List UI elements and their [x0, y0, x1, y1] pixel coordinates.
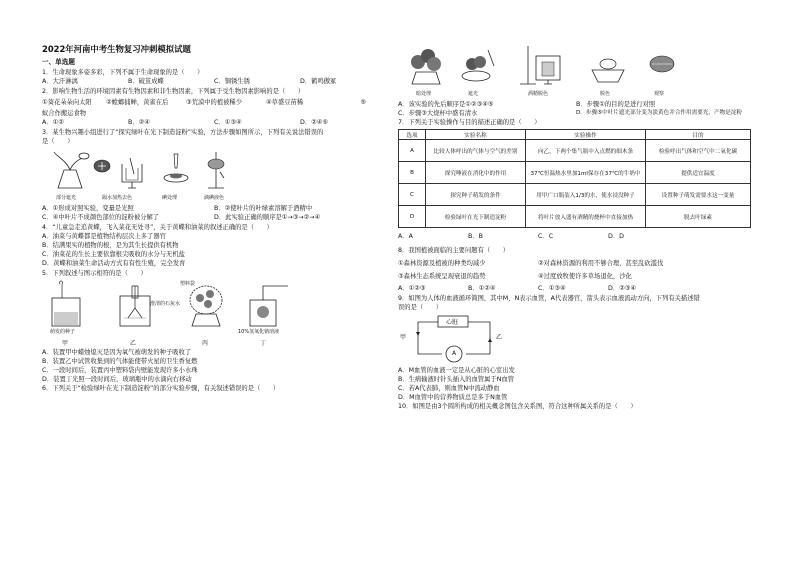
- option: A．A: [398, 233, 413, 240]
- table-row: [399, 206, 751, 228]
- item: ①葵花朵朵向太阳: [42, 99, 92, 106]
- q8-items-row1: [398, 259, 763, 268]
- table-cell: 37℃恒温热水里加1ml保存在37℃的牛奶中: [526, 162, 646, 184]
- option: B．①②④: [468, 285, 496, 292]
- table-cell: 脱去叶绿素: [646, 206, 751, 228]
- option: C．若A代表肺，则血管N中流动静血: [398, 385, 500, 392]
- right-column: [398, 40, 763, 411]
- table-cell: 向乙，下两个集气瓶中入点燃的细木条: [526, 140, 646, 162]
- option: B．②④: [128, 119, 150, 126]
- table-header: 目的: [646, 130, 751, 140]
- figure-caption: 滴碘液色: [204, 195, 225, 201]
- item: ③荒漠中的植被稀少: [186, 99, 243, 106]
- table-header-row: [399, 130, 751, 140]
- q8-stem: 8．我国植被面临的主要问题有（ ）: [398, 247, 510, 254]
- organ-label: A: [452, 350, 457, 357]
- q9-stem-line2: 误的是（ ）: [398, 304, 443, 311]
- q2-stem: 2．影响生物生活的环境因素有生物因素和非生物因素，下列属于受生物因素影响的是（ ）: [42, 88, 305, 95]
- page-title: 2022年河南中考生物复习冲刺模拟试题: [42, 44, 191, 54]
- option: A．M血管的血液一定是从心脏的心室出发: [398, 367, 515, 374]
- q7-stem: 7．下列关于实验操作与目的描述正确的是（ ）: [398, 119, 541, 126]
- q10-stem: 10．如图是由3个圆所构成的相关概念图包含关系图，符合这种所属关系的是（ ）: [398, 403, 637, 410]
- q8-options: [398, 284, 763, 293]
- q9-figure: [398, 312, 763, 366]
- option: D．黄蝶和油菜生命活动方式有有性生殖，完全发育: [42, 260, 186, 267]
- option: A．①②: [42, 119, 64, 126]
- table-cell: 比较人体呼出的气体与空气的差别: [426, 140, 526, 162]
- q8-items-row2: [398, 272, 763, 281]
- table-cell: 探究唾液在消化中的作用: [426, 162, 526, 184]
- item: ⑤: [360, 99, 366, 106]
- q1-stem: 1．生命现象多姿多彩，下列不属于生命现象的是（ ）: [42, 69, 204, 76]
- vessel-label-yi: 乙: [496, 334, 503, 341]
- item: ②对森林资源的利用不够合理，甚至乱砍滥伐: [538, 260, 664, 267]
- q1-options: [42, 77, 387, 86]
- table-cell: C: [399, 184, 426, 206]
- option: A．大汗淋漓: [42, 78, 78, 85]
- q9-stem-line1: 9．如图为人体的血液循环简图，其中M、N表示血管，A代表器官，箭头表示血液流动方向，下列有关描述错: [398, 295, 700, 302]
- q6-figure: [398, 40, 763, 100]
- option: D．鹤鸣傲冢: [300, 78, 337, 85]
- option: C．①③④: [538, 285, 566, 292]
- q4-stem: 4．“儿童急走追黄蝶，飞入菜花无处寻”，关于黄蝶和油菜的叙述正确的是（ ）: [42, 224, 273, 231]
- heart-label: 心脏: [446, 319, 459, 326]
- option: A．装置甲中蜡烛熄灭是因为氧气被萌发的种子吸收了: [42, 349, 192, 356]
- figure-caption: 碘处理: [162, 195, 178, 201]
- option: C．④中叶片不成颜色部位的淀粉被分解了: [42, 214, 160, 221]
- q2-item-tail: 蚁合作搬运食物: [42, 110, 87, 117]
- q7-options: [398, 232, 763, 241]
- q6-options-row1: [398, 100, 763, 109]
- option: A．油菜与黄蝶都是植物结构层次上多了器官: [42, 233, 166, 240]
- option: D．D: [608, 233, 624, 240]
- figure-caption: 部分遮光: [56, 195, 77, 201]
- q3-options-row2: [42, 213, 387, 222]
- q3-diagram: [46, 148, 246, 196]
- left-column: [42, 44, 387, 393]
- option: B．破茧成蝶: [128, 78, 164, 85]
- table-cell: 用甲广口瓶装入1/3的水，使水浸没种子: [526, 184, 646, 206]
- option: D．装置丁光照一段时间后，玻璃瓶中的水滴向右移动: [42, 376, 192, 383]
- section-heading: 一、单选题: [42, 58, 75, 66]
- option: C．铜锈生锈: [214, 78, 250, 85]
- table-cell: 检验呼出气体和空气中二氧化碳: [646, 140, 751, 162]
- q3-stem-line1: 3．某生物兴趣小组进行了“探究绿叶在光下制造淀粉”实验，方法步骤如图所示，下列有关说法错误的: [42, 129, 324, 136]
- table-cell: 设置种子萌发需要水这一变量: [646, 184, 751, 206]
- option: B．步骤①的目的是进行对照: [576, 101, 656, 108]
- q3-stem-line2: 是（ ）: [42, 138, 74, 145]
- q5-figure: [42, 278, 387, 348]
- table-row: [399, 162, 751, 184]
- figure-label: 甲: [62, 340, 69, 347]
- table-cell: D: [399, 206, 426, 228]
- table-row: [399, 140, 751, 162]
- figure-label: 10%氢氧化钠溶液: [238, 329, 280, 335]
- figure-caption: 暗处理: [416, 91, 432, 97]
- q7-table: [398, 129, 751, 228]
- q6-options-row2: [398, 109, 763, 118]
- option: C．①③④: [214, 119, 242, 126]
- table-header: 实验名称: [426, 130, 526, 140]
- figure-label: 丁: [260, 340, 267, 347]
- figure-caption: 脱色: [600, 91, 611, 97]
- option: D．M血管中的营养物质总是多于N血管: [398, 394, 508, 401]
- table-cell: A: [399, 140, 426, 162]
- table-cell: 检验绿叶在光下制造淀粉: [426, 206, 526, 228]
- item: ④草盛豆苗稀: [266, 99, 304, 106]
- option: B．②使叶片的叶绿素溶解于酒精中: [214, 205, 313, 212]
- figure-label: 澄清的石灰水: [150, 301, 181, 307]
- q6-diagram: [398, 40, 758, 90]
- q2-options: [42, 118, 387, 127]
- option: C．C: [538, 233, 554, 240]
- q2-items: [42, 98, 387, 107]
- item: ②螳螂捕蝉，黄雀在后: [106, 99, 169, 106]
- figure-caption: 隔水加热去色: [102, 195, 133, 201]
- q6-stem: 6．下列关于“检验绿叶在光下制造淀粉”的部分实验步骤，有关叙述错误的是（ ）: [42, 385, 280, 392]
- option: B．装置乙中试管收集到的气体能使带火星的卫生香复燃: [42, 358, 198, 365]
- table-cell: 探究种子萌发的条件: [426, 184, 526, 206]
- item: ③森林生态系统呈现衰退的趋势: [398, 273, 486, 280]
- option: C．步骤③大烧杯中盛有清水: [398, 110, 478, 117]
- figure-caption: 观察: [654, 91, 665, 97]
- option: A．该实验的先后顺序是①②③④⑤: [398, 101, 494, 108]
- table-cell: B: [399, 162, 426, 184]
- option: B．B: [468, 233, 483, 240]
- item: ④过度放牧使许多草场退化，沙化: [538, 273, 632, 280]
- table-cell: 将叶片放入盛有酒精的烧杯中直接加热: [526, 206, 646, 228]
- option: B．结满果实的植物的根，是为其生长提供有机物: [42, 242, 179, 249]
- q3-options-row1: [42, 204, 387, 213]
- option: A．①形成对照实验，变量是光照: [42, 205, 134, 212]
- option: A．①②③: [398, 285, 426, 292]
- option: D．②③④: [608, 285, 637, 292]
- q3-figure: [42, 146, 387, 204]
- figure-label: 萌发的种子: [50, 329, 76, 335]
- option: C．一段时间后，装置丙中塑料袋内壁能发现许多小水珠: [42, 367, 198, 374]
- figure-caption: 遮光: [468, 91, 479, 97]
- figure-label: 乙: [130, 340, 137, 347]
- option: D．步骤⑤中叶片遮光部分变为淡黄色并合作用需要光，产物是淀粉: [576, 110, 742, 116]
- table-cell: 提供适宜温度: [646, 162, 751, 184]
- vessel-label-jia: 甲: [400, 334, 407, 341]
- table-row: [399, 184, 751, 206]
- item: ①森林资源及植被的种类均减少: [398, 260, 486, 267]
- figure-caption: 酒精脱色: [528, 91, 549, 97]
- option: B．生病输液时针头插入的血管属于N血管: [398, 376, 515, 383]
- q5-stem: 5．下列叙述与图示相符的是（ ）: [42, 270, 147, 277]
- table-header: 选项: [399, 130, 426, 140]
- option: D．②④⑤: [300, 119, 329, 126]
- table-header: 实验操作: [526, 130, 646, 140]
- option: D．此实验正确的顺序是①→③→②→④: [214, 214, 321, 221]
- figure-label: 丙: [202, 340, 209, 347]
- figure-label: 塑料袋: [180, 281, 196, 287]
- option: C．油菜花的生长主要依靠根尖吸收的水分与无机盐: [42, 251, 185, 258]
